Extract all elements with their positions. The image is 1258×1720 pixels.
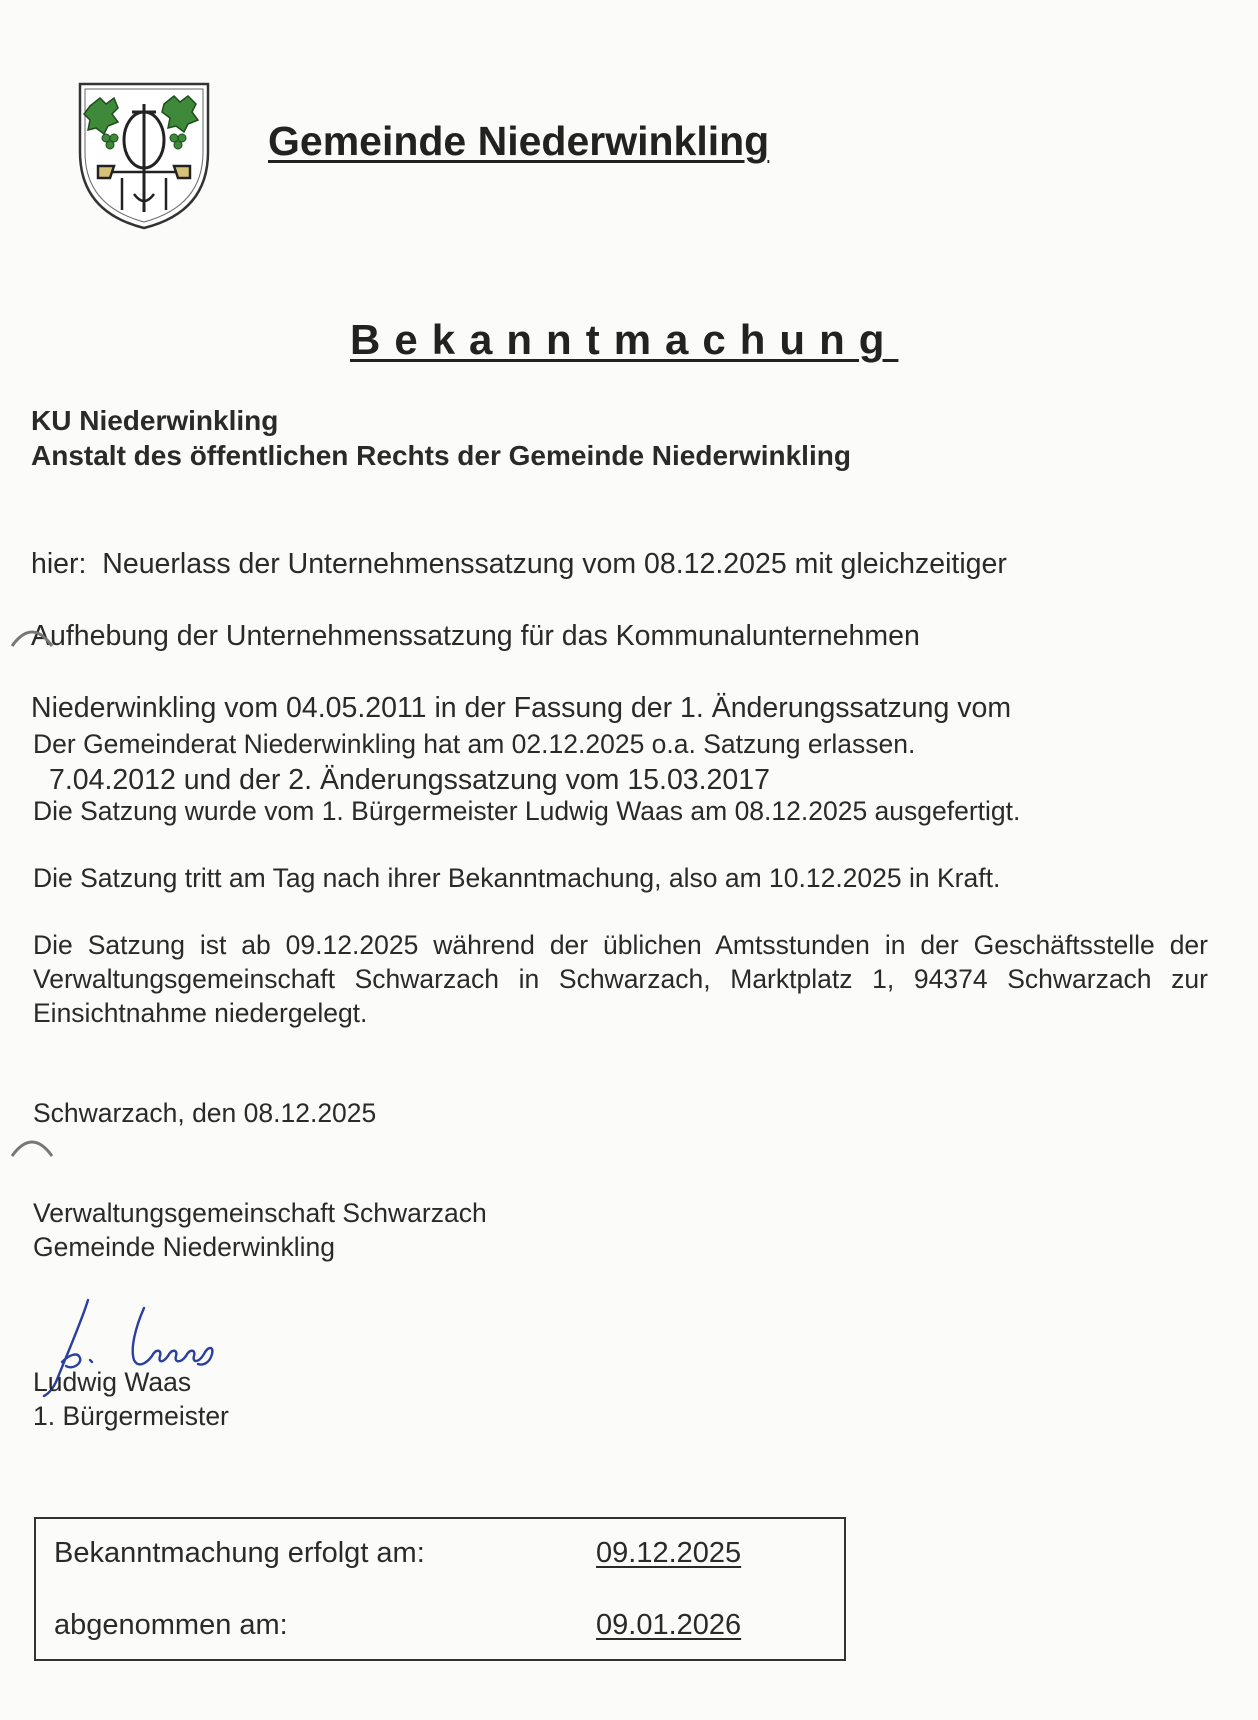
punch-hole-mark bbox=[10, 1134, 54, 1158]
subject-line: Niederwinkling vom 04.05.2011 in der Fassung der 1. Änderungssatzung vom bbox=[31, 692, 1012, 724]
punch-hole-mark bbox=[10, 624, 54, 648]
document-title: Bekanntmachung bbox=[350, 316, 899, 363]
notice-box bbox=[34, 1517, 846, 1661]
signer-title: 1. Bürgermeister bbox=[33, 1401, 229, 1431]
removed-label: abgenommen am: bbox=[54, 1609, 288, 1641]
paragraph-inspection: Die Satzung ist ab 09.12.2025 während der üblichen Amtsstunden in der Geschäftsstelle der Verwaltungsgemeinschaft Schwarzach in Schwarzach, Marktplatz 1, 94374 Schwarzach zur Einsichtnahme niedergelegt. bbox=[33, 930, 1208, 1028]
subject-line: 7.04.2012 und der 2. Änderungssatzung vom 15.03.2017 bbox=[49, 764, 770, 796]
subject-line: hier: Neuerlass der Unternehmenssatzung vom 08.12.2025 mit gleichzeitiger bbox=[31, 548, 1007, 580]
authority-line: Verwaltungsgemeinschaft Schwarzach bbox=[33, 1198, 487, 1228]
organization-name: KU Niederwinkling bbox=[31, 405, 279, 436]
coat-of-arms-icon bbox=[76, 82, 212, 232]
paragraph-execution: Die Satzung wurde vom 1. Bürgermeister Ludwig Waas am 08.12.2025 ausgefertigt. bbox=[33, 796, 1021, 826]
subject-line: Aufhebung der Unternehmenssatzung für das Kommunalunternehmen bbox=[31, 620, 920, 652]
paragraph-effective: Die Satzung tritt am Tag nach ihrer Bekanntmachung, also am 10.12.2025 in Kraft. bbox=[33, 863, 1001, 893]
paragraph-enactment: Der Gemeinderat Niederwinkling hat am 02.12.2025 o.a. Satzung erlassen. bbox=[33, 729, 916, 759]
published-date: 09.12.2025 bbox=[596, 1537, 742, 1569]
organization-description: Anstalt des öffentlichen Rechts der Gemeinde Niederwinkling bbox=[31, 440, 851, 471]
signer-name: Ludwig Waas bbox=[33, 1367, 192, 1397]
municipality-heading: Gemeinde Niederwinkling bbox=[268, 118, 770, 164]
published-label: Bekanntmachung erfolgt am: bbox=[54, 1537, 425, 1569]
authority-line: Gemeinde Niederwinkling bbox=[33, 1232, 335, 1262]
place-date: Schwarzach, den 08.12.2025 bbox=[33, 1098, 377, 1128]
subject-block bbox=[31, 510, 1121, 834]
organization-block bbox=[31, 403, 851, 473]
removed-date: 09.01.2026 bbox=[596, 1609, 742, 1641]
